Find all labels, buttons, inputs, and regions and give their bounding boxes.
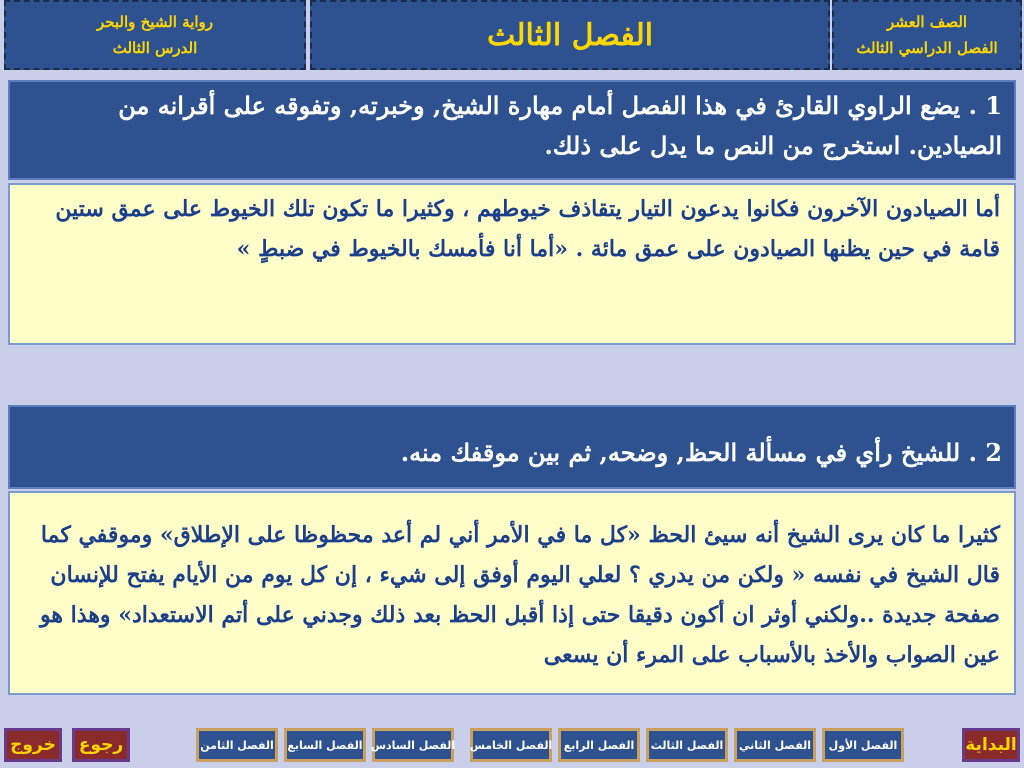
question-2: 2 . للشيخ رأي في مسألة الحظ, وضحه, ثم بين موقفك منه. [8, 405, 1016, 489]
lesson-label: الدرس الثالث [112, 39, 198, 57]
chapter-3-button[interactable]: الفصل الثالث [646, 728, 728, 762]
exit-button[interactable]: خروج [4, 728, 62, 762]
chapter-6-button[interactable]: الفصل السادس [372, 728, 454, 762]
novel-title: رواية الشيخ والبحر [96, 13, 214, 31]
chapter-7-button[interactable]: الفصل السابع [284, 728, 366, 762]
question-1: 1 . يضع الراوي القارئ في هذا الفصل أمام مهارة الشيخ, وخبرته, وتفوقه على أقرانه من الصيادين. استخرج من النص ما يدل على ذلك. [8, 80, 1016, 180]
answer-1: أما الصيادون الآخرون فكانوا يدعون التيار يتقاذف خيوطهم ، وكثيرا ما تكون تلك الخيوط على عمق ستين قامة في حين يظنها الصيادون على عمق مائة . «أما أنا فأمسك بالخيوط في ضبطٍ » [8, 183, 1016, 345]
chapter-2-button[interactable]: الفصل الثاني [734, 728, 816, 762]
answer-2: كثيرا ما كان يرى الشيخ أنه سيئ الحظ «كل ما في الأمر أني لم أعد محظوظا على الإطلاق» وموقفي كما قال الشيخ في نفسه « ولكن من يدري ؟ لعلي اليوم أوفق إلى شيء ، إن كل يوم من الأيام يفتح للإنسان صفحة جديدة ..ولكني أوثر ان أكون دقيقا حتى إذا أقبل الحظ بعد ذلك وجدني على أتم الاستعداد» وهذا هو عين الصواب والأخذ بالأسباب على المرء أن يسعى [8, 491, 1016, 695]
title-box [310, 0, 830, 70]
header [0, 0, 1024, 72]
grade-label: الصف العشر [886, 13, 968, 31]
page-title: الفصل الثالث [486, 17, 654, 53]
chapter-5-button[interactable]: الفصل الخامس [470, 728, 552, 762]
footer-nav [0, 722, 1024, 768]
back-button[interactable]: رجوع [72, 728, 130, 762]
start-button[interactable]: البداية [962, 728, 1020, 762]
chapter-1-button[interactable]: الفصل الأول [822, 728, 904, 762]
lesson-info-box [4, 0, 306, 70]
term-label: الفصل الدراسي الثالث [856, 39, 998, 57]
grade-info-box [832, 0, 1022, 70]
chapter-4-button[interactable]: الفصل الرابع [558, 728, 640, 762]
chapter-8-button[interactable]: الفصل الثامن [196, 728, 278, 762]
